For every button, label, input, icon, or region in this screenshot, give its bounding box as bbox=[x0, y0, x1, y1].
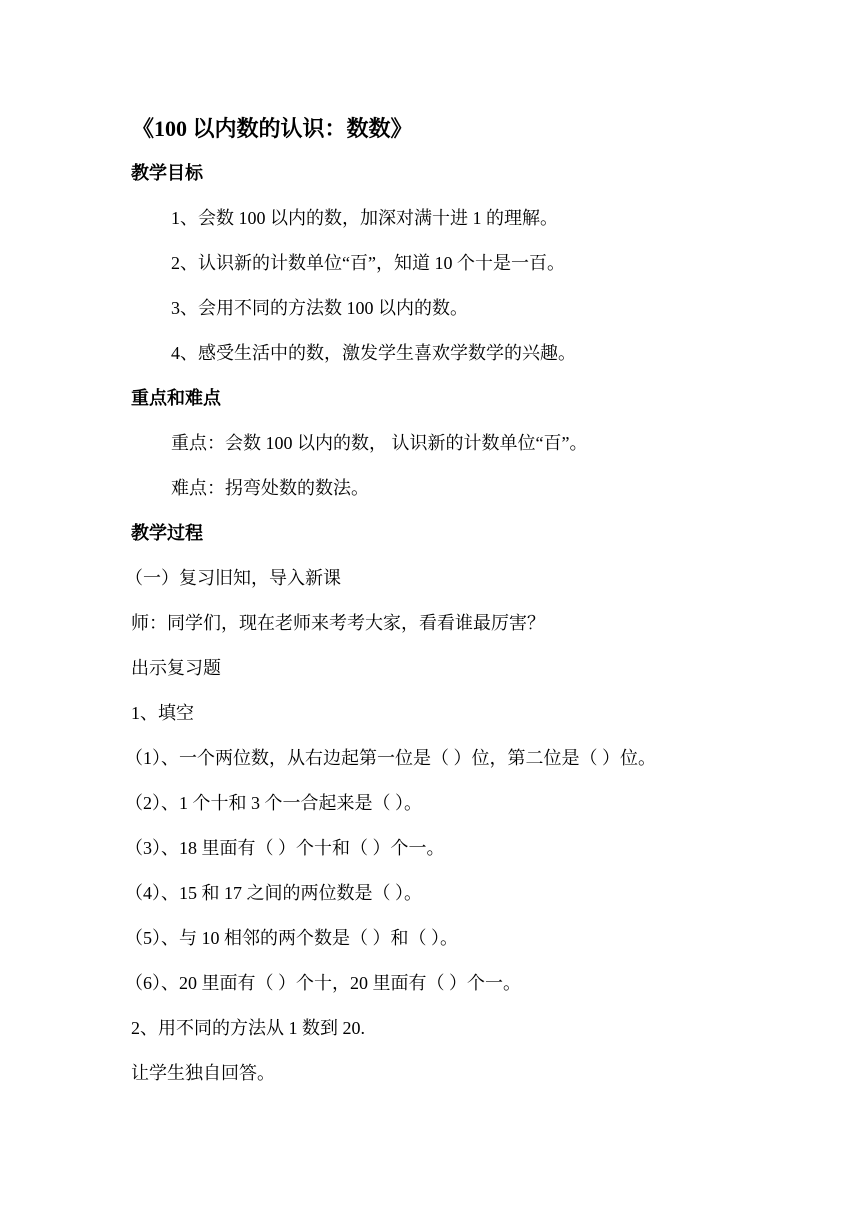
process-line: 出示复习题 bbox=[131, 658, 221, 678]
process-line: 师：同学们，现在老师来考考大家，看看谁最厉害？ bbox=[131, 613, 545, 633]
process-heading: 教学过程 bbox=[131, 523, 203, 543]
key-point: 重点：会数 100 以内的数， 认识新的计数单位“百”。 bbox=[171, 433, 588, 453]
exercise-item: （2）、1 个十和 3 个一合起来是（ ）。 bbox=[125, 793, 422, 813]
exercise-item: （1）、一个两位数，从右边起第一位是（ ）位，第二位是（ ）位。 bbox=[125, 748, 656, 768]
exercise-item: （3）、18 里面有（ ）个十和（ ）个一。 bbox=[125, 838, 445, 858]
key-difficult-heading: 重点和难点 bbox=[131, 388, 221, 408]
document-title: 《100 以内数的认识：数数》 bbox=[132, 116, 413, 141]
goals-heading: 教学目标 bbox=[131, 163, 203, 183]
difficult-point: 难点：拐弯处数的数法。 bbox=[171, 478, 369, 498]
process-line: （一）复习旧知，导入新课 bbox=[125, 568, 341, 588]
process-line: 让学生独自回答。 bbox=[131, 1063, 275, 1083]
goal-item: 3、会用不同的方法数 100 以内的数。 bbox=[171, 298, 468, 318]
goal-item: 2、认识新的计数单位“百”，知道 10 个十是一百。 bbox=[171, 253, 565, 273]
exercise-item: （4）、15 和 17 之间的两位数是（ ）。 bbox=[125, 883, 422, 903]
goal-item: 1、会数 100 以内的数，加深对满十进 1 的理解。 bbox=[171, 208, 558, 228]
process-line: 1、填空 bbox=[131, 703, 194, 723]
exercise-item: （6）、20 里面有（ ）个十，20 里面有（ ）个一。 bbox=[125, 973, 521, 993]
process-line: 2、用不同的方法从 1 数到 20. bbox=[131, 1018, 365, 1038]
goal-item: 4、感受生活中的数，激发学生喜欢学数学的兴趣。 bbox=[171, 343, 576, 363]
exercise-item: （5）、与 10 相邻的两个数是（ ）和（ ）。 bbox=[125, 928, 458, 948]
